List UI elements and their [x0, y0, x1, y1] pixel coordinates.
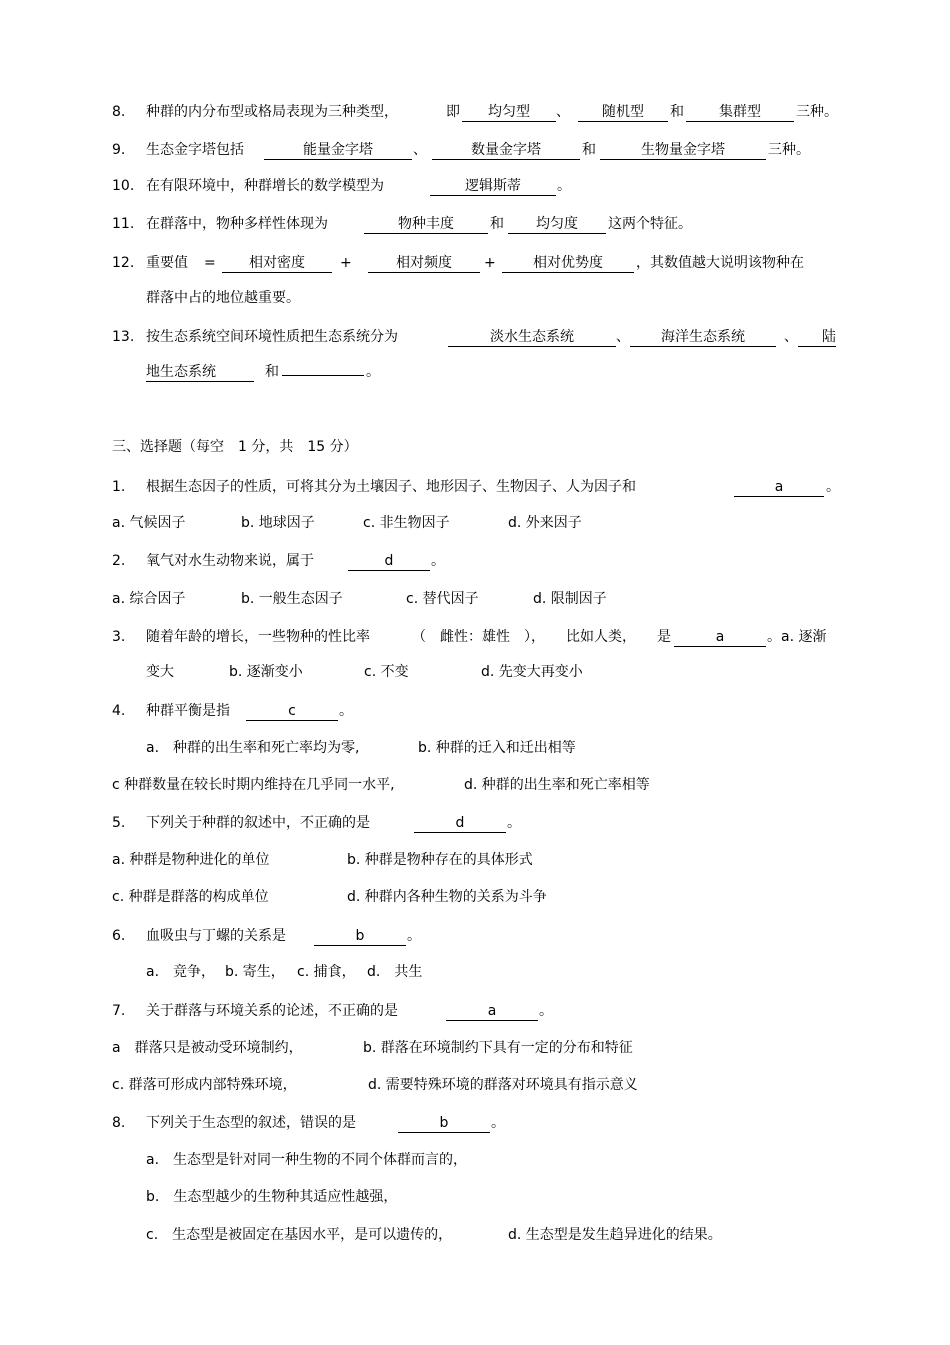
question-text: （ 雌性：雄性 ），	[412, 629, 545, 645]
question-text: 生态金字塔包括	[146, 142, 244, 158]
answer-blank: c	[246, 702, 338, 721]
question-text: 三种。	[768, 142, 810, 158]
option: d. 种群内各种生物的关系为斗争	[347, 889, 547, 905]
answer-blank	[282, 375, 364, 376]
question-text: 。	[366, 364, 380, 380]
question-number: 3.	[112, 629, 126, 645]
question-number: 9.	[112, 142, 126, 158]
question-number: 1.	[112, 479, 126, 495]
separator: 、	[784, 329, 798, 345]
option: a. 竞争，	[146, 964, 216, 980]
option: d. 需要特殊环境的群落对环境具有指示意义	[368, 1077, 638, 1093]
question-number: 10.	[112, 178, 135, 194]
option: b. 群落在环境制约下具有一定的分布和特征	[363, 1040, 633, 1056]
question-number: 6.	[112, 928, 126, 944]
question-text: =	[204, 255, 216, 271]
answer-blank: 数量金字塔	[432, 141, 580, 160]
option: b. 种群的迁入和迁出相等	[418, 740, 576, 756]
question-text: 是	[657, 629, 671, 645]
answer-blank: 逻辑斯蒂	[430, 177, 556, 196]
section-title: 三、选择题（每空 1 分，共 15 分）	[112, 439, 358, 455]
option: c. 群落可形成内部特殊环境，	[112, 1077, 297, 1093]
option: d. 共生	[367, 964, 423, 980]
separator: 、	[556, 104, 570, 120]
answer-blank: 相对密度	[222, 254, 332, 273]
option: a 群落只是被动受环境制约，	[112, 1040, 303, 1056]
question-text: 。	[491, 1115, 505, 1131]
question-text: 和	[582, 142, 596, 158]
answer-blank: d	[348, 552, 430, 571]
question-text: 在有限环境中，种群增长的数学模型为	[146, 178, 384, 194]
question-text: 按生态系统空间环境性质把生态系统分为	[146, 329, 398, 345]
option: c 种群数量在较长时期内维持在几乎同一水平,	[112, 777, 395, 793]
option: 变大	[146, 664, 174, 680]
question-text: 重要值	[146, 255, 188, 271]
question-number: 8.	[112, 104, 126, 120]
answer-blank: 随机型	[578, 103, 668, 122]
answer-blank: 相对优势度	[502, 254, 634, 273]
option: d. 种群的出生率和死亡率相等	[464, 777, 650, 793]
answer-blank: 能量金字塔	[264, 141, 412, 160]
question-number: 12.	[112, 255, 135, 271]
answer-blank: 海洋生态系统	[630, 328, 776, 347]
answer-blank: 物种丰度	[364, 215, 488, 234]
answer-blank: 陆	[798, 328, 836, 347]
answer-blank: 淡水生态系统	[448, 328, 616, 347]
answer-blank: b	[314, 927, 406, 946]
option: c. 生态型是被固定在基因水平，是可以遗传的，	[146, 1227, 453, 1243]
question-text: 关于群落与环境关系的论述，不正确的是	[146, 1003, 398, 1019]
question-text: 比如人类，	[566, 629, 636, 645]
question-text: 三种。	[796, 104, 838, 120]
question-number: 13.	[112, 329, 135, 345]
question-text: +	[340, 255, 352, 271]
question-text: 下列关于种群的叙述中，不正确的是	[146, 815, 370, 831]
question-text: 血吸虫与丁螺的关系是	[146, 928, 286, 944]
option: b. 地球因子	[241, 515, 315, 531]
answer-blank: a	[734, 478, 824, 497]
option: d. 生态型是发生趋异进化的结果。	[508, 1227, 722, 1243]
question-text: 。a. 逐渐	[767, 629, 827, 645]
answer-blank: 生物量金字塔	[600, 141, 766, 160]
question-text: 和	[490, 216, 504, 232]
question-number: 11.	[112, 216, 135, 232]
answer-blank: 均匀度	[508, 215, 606, 234]
question-text: 。	[431, 553, 445, 569]
answer-blank: 均匀型	[462, 103, 556, 122]
separator: 、	[413, 142, 427, 158]
question-text: ，其数值越大说明该物种在	[636, 255, 804, 271]
question-text: 种群平衡是指	[146, 703, 230, 719]
question-number: 5.	[112, 815, 126, 831]
question-text: 。	[507, 815, 521, 831]
option: c. 替代因子	[406, 591, 479, 607]
question-text: 随着年龄的增长，一些物种的性比率	[146, 629, 370, 645]
answer-blank: d	[414, 814, 506, 833]
question-text: 群落中占的地位越重要。	[146, 290, 300, 306]
question-text: +	[484, 255, 496, 271]
question-text: 氧气对水生动物来说，属于	[146, 553, 314, 569]
option: c. 非生物因子	[363, 515, 450, 531]
answer-blank: a	[674, 628, 766, 647]
question-text: 根据生态因子的性质，可将其分为土壤因子、地形因子、生物因子、人为因子和	[146, 479, 636, 495]
question-text: 。	[826, 479, 840, 495]
question-number: 4.	[112, 703, 126, 719]
answer-blank: 相对频度	[368, 254, 480, 273]
option: b. 寄生，	[225, 964, 285, 980]
option: c. 种群是群落的构成单位	[112, 889, 269, 905]
answer-blank: 集群型	[686, 103, 794, 122]
option: b. 逐渐变小	[229, 664, 303, 680]
question-text: 在群落中，物种多样性体现为	[146, 216, 328, 232]
question-text: 。	[407, 928, 421, 944]
question-number: 8.	[112, 1115, 126, 1131]
question-text: 种群的内分布型或格局表现为三种类型，	[146, 104, 398, 120]
question-number: 7.	[112, 1003, 126, 1019]
option: a. 种群的出生率和死亡率均为零,	[146, 740, 360, 756]
option: a. 综合因子	[112, 591, 186, 607]
option: b. 一般生态因子	[241, 591, 343, 607]
option: c. 不变	[364, 664, 409, 680]
question-text: 和	[670, 104, 684, 120]
answer-blank: 地生态系统	[146, 363, 254, 382]
question-number: 2.	[112, 553, 126, 569]
answer-blank: b	[398, 1114, 490, 1133]
option: a. 种群是物种进化的单位	[112, 852, 270, 868]
question-text: 和	[265, 364, 279, 380]
option: a. 气候因子	[112, 515, 186, 531]
question-text: 。	[339, 703, 353, 719]
option: b. 种群是物种存在的具体形式	[347, 852, 533, 868]
option: d. 限制因子	[533, 591, 607, 607]
question-text: 。	[539, 1003, 553, 1019]
option: b. 生态型越少的生物种其适应性越强，	[146, 1189, 398, 1205]
separator: 、	[616, 329, 630, 345]
question-text: 即	[446, 104, 460, 120]
answer-blank: a	[446, 1002, 538, 1021]
question-text: 。	[557, 178, 571, 194]
option: c. 捕食，	[297, 964, 356, 980]
option: a. 生态型是针对同一种生物的不同个体群而言的，	[146, 1152, 468, 1168]
question-text: 这两个特征。	[608, 216, 692, 232]
option: d. 外来因子	[508, 515, 582, 531]
option: d. 先变大再变小	[481, 664, 583, 680]
question-text: 下列关于生态型的叙述，错误的是	[146, 1115, 356, 1131]
